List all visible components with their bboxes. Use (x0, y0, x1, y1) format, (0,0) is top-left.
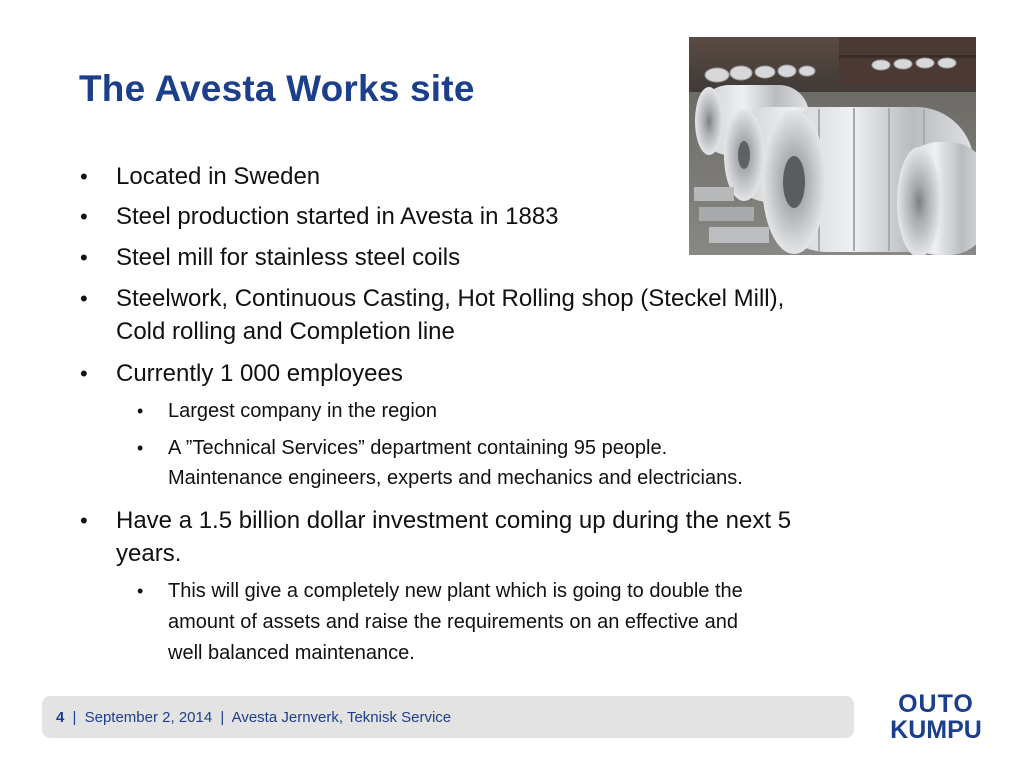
outokumpu-logo (880, 688, 992, 744)
sub-bullet-item: Largest company in the region (168, 400, 438, 422)
bullet-item: Steel mill for stainless steel coils (116, 244, 461, 271)
bullet-dot-icon: • (137, 581, 144, 601)
bullet-item: Have a 1.5 billion dollar investment coming up during the next 5 (116, 507, 792, 534)
bullet-item: Steel production started in Avesta in 1883 (116, 203, 559, 230)
footer-separator: | (220, 709, 225, 726)
sub-bullet-item: A ”Technical Services” department containing 95 people. (168, 437, 668, 459)
bullet-item-continued: Cold rolling and Completion line (116, 318, 455, 345)
sub-bullet-item: This will give a completely new plant which is going to double the (168, 580, 743, 602)
bullet-dot-icon: • (80, 204, 88, 229)
footer (56, 709, 451, 726)
steel-coils-photo (689, 37, 976, 255)
logo-line2: KUMPU (890, 716, 982, 744)
slide-title: The Avesta Works site (79, 68, 475, 109)
footer-date: September 2, 2014 (84, 709, 213, 726)
footer-source: Avesta Jernverk, Teknisk Service (231, 709, 452, 726)
logo-line1: OUTO (898, 690, 974, 718)
bullet-dot-icon: • (80, 508, 88, 533)
page-number: 4 (56, 709, 65, 726)
bullet-item-continued: years. (116, 540, 182, 567)
bullet-item: Located in Sweden (116, 163, 321, 190)
bullet-dot-icon: • (80, 361, 88, 386)
bullet-dot-icon: • (80, 164, 88, 189)
bullet-dot-icon: • (80, 286, 88, 311)
bullet-item: Steelwork, Continuous Casting, Hot Rolling shop (Steckel Mill), (116, 285, 785, 312)
bullet-dot-icon: • (80, 245, 88, 270)
footer-separator: | (72, 709, 77, 726)
sub-bullet-item-continued: Maintenance engineers, experts and mechanics and electricians. (168, 467, 743, 489)
sub-bullet-item-continued: amount of assets and raise the requirements on an effective and (168, 611, 738, 633)
sub-bullet-item-continued: well balanced maintenance. (168, 642, 415, 664)
bullet-dot-icon: • (137, 438, 144, 458)
bullet-dot-icon: • (137, 401, 144, 421)
bullet-item: Currently 1 000 employees (116, 360, 403, 387)
